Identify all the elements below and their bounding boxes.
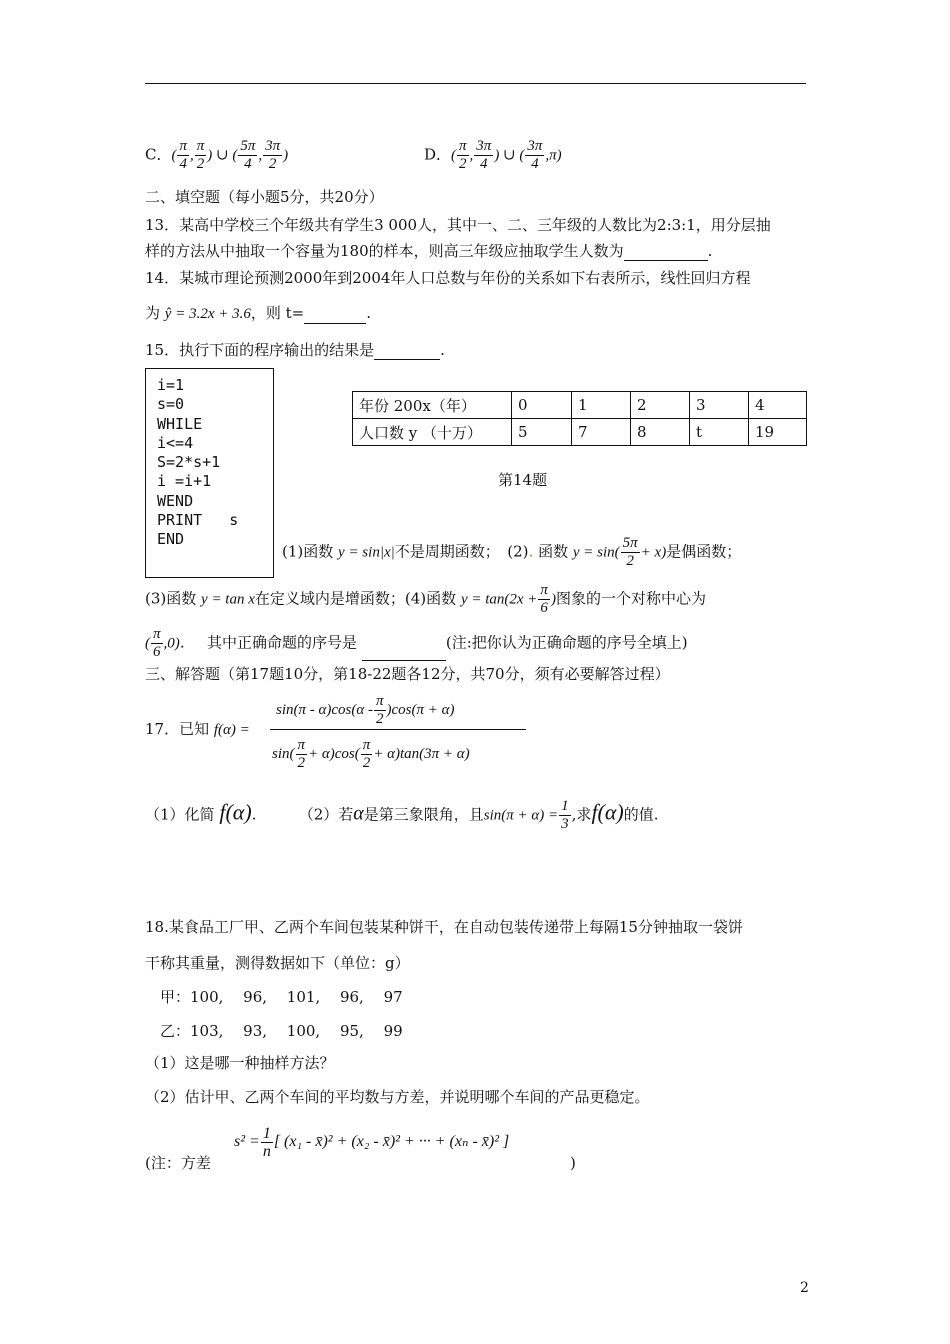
q18-data-yi: 乙：103, 93, 100, 95, 99 — [160, 1022, 403, 1040]
q14-answer-blank[interactable] — [304, 307, 366, 324]
program-code: i=1 s=0 WHILE i<=4 S=2*s+1 i =i+1 WEND PRINT s END — [157, 376, 239, 549]
q18-part2: （2）估计甲、乙两个车间的平均数与方差，并说明哪个车间的产品更稳定。 — [145, 1088, 650, 1106]
q15-line: 15．执行下面的程序输出的结果是 . — [145, 341, 445, 359]
q17-denominator: sin( $\frac{\pi}{2}$ + α)cos( $\frac{\pi}{2}$ + α)tan(3π + α) — [272, 737, 470, 771]
q15-answer-blank[interactable] — [374, 343, 440, 360]
q18-line2: 干称其重量，测得数据如下（单位：g） — [145, 954, 410, 972]
table-row: 年份 200x（年） 0 1 2 3 4 — [353, 392, 807, 419]
q18-note-label: (注：方差 — [145, 1154, 211, 1172]
q16-question: ( $\frac{\pi}{6}$ ,0)． 其中正确命题的序号是 (注:把你认为正确命题的序号全填上) — [145, 626, 688, 660]
q18-note-end: ) — [570, 1154, 576, 1172]
q13-answer-blank[interactable] — [624, 244, 708, 261]
option-d: D．( $\frac{\pi}{2}$ , $\frac{3\pi}{4}$ ) ∪ ( $\frac{3\pi}{4}$ ,π) — [424, 138, 562, 172]
q13-line1: 13．某高中学校三个年级共有学生3 000人，其中一、二、三年级的人数比为2:3:1，用分层抽 — [145, 216, 771, 234]
table-row: 人口数 y （十万） 5 7 8 t 19 — [353, 419, 807, 446]
option-c: C．( $\frac{\pi}{4}$ , $\frac{\pi}{2}$ ) ∪ ( $\frac{5\pi}{4}$ , $\frac{3\pi}{2}$ ) — [145, 138, 289, 172]
q17-numerator: sin(π - α)cos(α - $\frac{\pi}{2}$ )cos(π + α) — [276, 693, 455, 727]
q18-part1: （1）这是哪一种抽样方法？ — [145, 1054, 335, 1072]
q16-statement-1-2: (1)函数 y = sin|x|不是周期函数； (2). 函数 y = sin( $\frac{5\pi}{2}$ + x)是偶函数； — [282, 535, 742, 569]
variance-formula: s² = $\frac{1}{n}$ [ (x₁ - x̄)² + (x₂ - x̄)² + ··· + (xₙ - x̄)² ] — [234, 1125, 510, 1160]
q16-answer-blank[interactable] — [362, 644, 446, 661]
page-number: 2 — [800, 1280, 809, 1296]
q14-line1: 14．某城市理论预测2000年到2004年人口总数与年份的关系如下右表所示，线性回归方程 — [145, 269, 751, 287]
program-box — [145, 368, 274, 578]
table-caption: 第14题 — [498, 471, 548, 489]
q17-fraction-bar — [270, 729, 526, 730]
q17-parts: （1）化简 f(α). （2）若α是第三象限角，且sin(π + α) = $\frac{1}{3}$ ,求f(α)的值. — [145, 798, 659, 832]
q16-statement-3-4: (3)函数 y = tan x在定义域内是增函数；(4)函数 y = tan(2x + $\frac{\pi}{6}$ )图象的一个对称中心为 — [145, 582, 706, 616]
q14-line2: 为 ŷ = 3.2x + 3.6，则 t= . — [145, 304, 372, 322]
section-2-heading: 二、填空题（每小题5分，共20分） — [145, 188, 384, 206]
q17-label: 17．已知 f(α) = — [145, 720, 250, 738]
section-3-heading: 三、解答题（第17题10分，第18-22题各12分，共70分，须有必要解答过程） — [145, 665, 670, 683]
q18-line1: 18.某食品工厂甲、乙两个车间包装某种饼干，在自动包装传递带上每隔15分钟抽取一袋饼 — [145, 918, 743, 936]
header-rule — [145, 83, 806, 84]
q18-data-jia: 甲：100, 96, 101, 96, 97 — [160, 988, 403, 1006]
q13-line2: 样的方法从中抽取一个容量为180的样本，则高三年级应抽取学生人数为 . — [145, 242, 713, 260]
population-table — [352, 391, 807, 446]
